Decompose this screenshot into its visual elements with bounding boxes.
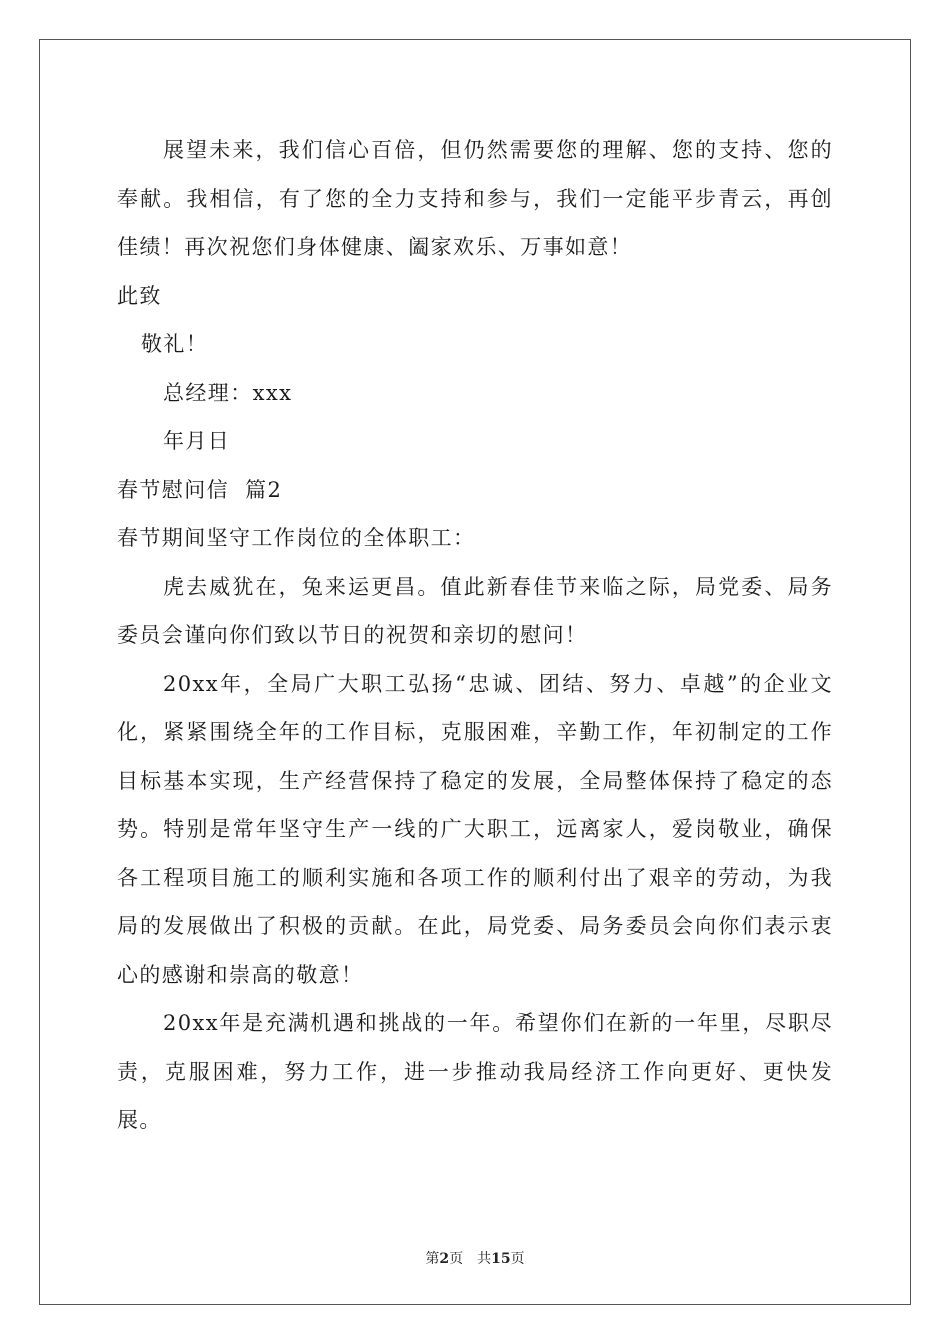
signature-line: 总经理：xxx [163, 380, 293, 405]
paragraph-review: 20xx年，全局广大职工弘扬“忠诚、团结、努力、卓越”的企业文化，紧紧围绕全年的工作目标，克服困难，辛勤工作，年初制定的工作目标基本实现，生产经营保持了稳定的发展，全局整体保持了稳定的态势。特别是常年坚守生产一线的广大职工，远离家人，爱岗敬业，确保各工程项目施工的顺利实施和各项工作的顺利付出了艰辛的劳动，为我局的发展做出了积极的贡献。在此，局党委、局务委员会向你们表示衷心的感谢和崇高的敬意！ [117, 671, 833, 987]
page-prefix: 第 [425, 1251, 440, 1267]
page-footer [0, 1248, 950, 1268]
paragraph-outlook: 展望未来，我们信心百倍，但仍然需要您的理解、您的支持、您的奉献。我相信，有了您的全力支持和参与，我们一定能平步青云，再创佳绩！再次祝您们身体健康、阖家欢乐、万事如意！ [117, 138, 833, 259]
date-line: 年月日 [163, 429, 231, 453]
page-suffix: 页 [449, 1251, 464, 1267]
page-number: 2 [439, 1251, 450, 1267]
section-heading: 春节慰问信 篇2 [117, 477, 283, 502]
letter-addressee: 春节期间坚守工作岗位的全体职工： [117, 526, 476, 550]
total-suffix: 页 [510, 1251, 525, 1267]
paragraph-hope: 20xx年是充满机遇和挑战的一年。希望你们在新的一年里，尽职尽责，克服困难，努力工作，进一步推动我局经济工作向更好、更快发展。 [117, 1011, 833, 1132]
document-body [117, 126, 833, 1145]
closing-regards: 敬礼！ [141, 332, 209, 356]
total-prefix: 共 [477, 1251, 492, 1267]
closing-salutation: 此致 [117, 283, 162, 308]
total-pages: 15 [491, 1251, 511, 1267]
paragraph-greeting: 虎去威犹在，兔来运更昌。值此新春佳节来临之际，局党委、局务委员会谨向你们致以节日的祝贺和亲切的慰问！ [117, 574, 833, 647]
